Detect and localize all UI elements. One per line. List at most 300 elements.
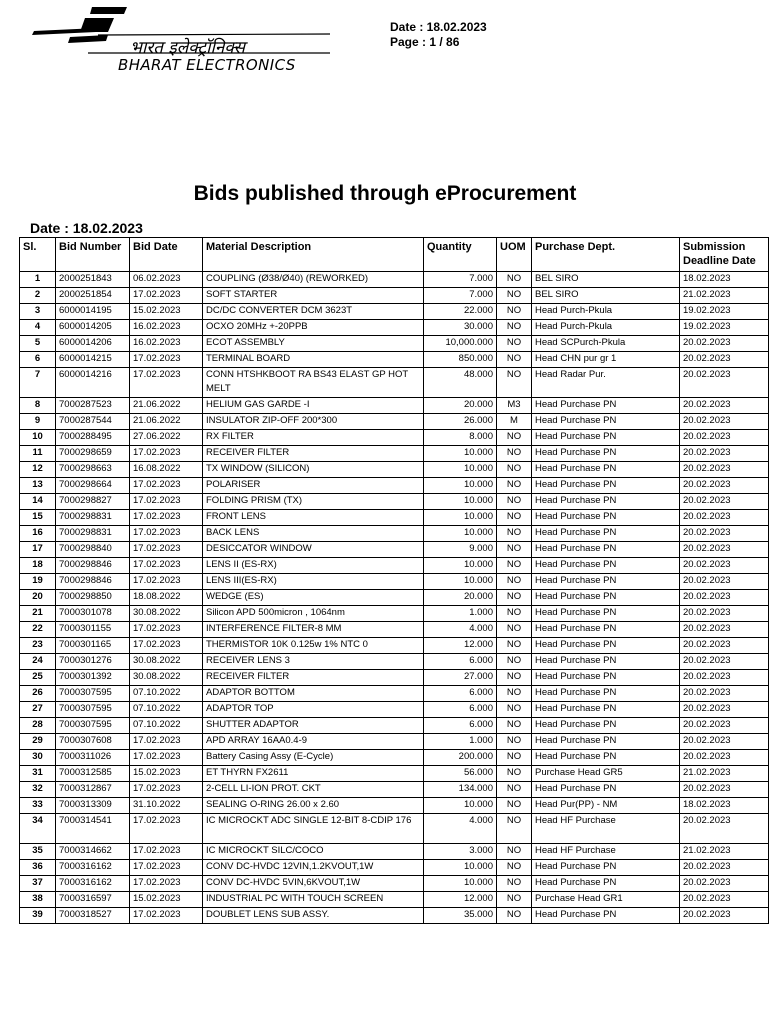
cell-material: IC MICROCKT SILC/COCO — [203, 844, 424, 860]
cell-dept: Head Purchase PN — [532, 638, 680, 654]
cell-bid-number: 6000014216 — [56, 368, 130, 398]
table-row — [20, 798, 769, 814]
cell-sl: 35 — [20, 844, 56, 860]
cell-sl: 10 — [20, 430, 56, 446]
table-row — [20, 336, 769, 352]
cell-material: 2-CELL LI-ION PROT. CKT — [203, 782, 424, 798]
cell-material: RX FILTER — [203, 430, 424, 446]
cell-dept: Head Purchase PN — [532, 510, 680, 526]
cell-deadline: 20.02.2023 — [680, 814, 769, 844]
logo-english-text: BHARAT ELECTRONICS — [118, 56, 296, 74]
cell-bid-date: 07.10.2022 — [130, 686, 203, 702]
cell-bid-date: 16.08.2022 — [130, 462, 203, 478]
cell-bid-date: 17.02.2023 — [130, 446, 203, 462]
cell-bid-date: 17.02.2023 — [130, 734, 203, 750]
cell-dept: Head Purchase PN — [532, 750, 680, 766]
cell-quantity: 6.000 — [424, 718, 497, 734]
cell-quantity: 10,000.000 — [424, 336, 497, 352]
cell-uom: NO — [497, 542, 532, 558]
cell-bid-number: 6000014195 — [56, 304, 130, 320]
table-row — [20, 414, 769, 430]
cell-dept: Head Purchase PN — [532, 478, 680, 494]
cell-bid-number: 2000251854 — [56, 288, 130, 304]
cell-quantity: 10.000 — [424, 510, 497, 526]
cell-quantity: 6.000 — [424, 654, 497, 670]
cell-sl: 17 — [20, 542, 56, 558]
cell-uom: NO — [497, 844, 532, 860]
cell-deadline: 20.02.2023 — [680, 414, 769, 430]
cell-quantity: 12.000 — [424, 892, 497, 908]
cell-bid-date: 30.08.2022 — [130, 654, 203, 670]
cell-quantity: 200.000 — [424, 750, 497, 766]
cell-deadline: 20.02.2023 — [680, 462, 769, 478]
cell-bid-date: 16.02.2023 — [130, 320, 203, 336]
col-header-dept: Purchase Dept. — [532, 238, 680, 272]
cell-bid-number: 7000307595 — [56, 718, 130, 734]
cell-deadline: 20.02.2023 — [680, 782, 769, 798]
cell-uom: NO — [497, 558, 532, 574]
cell-uom: NO — [497, 590, 532, 606]
cell-sl: 16 — [20, 526, 56, 542]
table-row — [20, 766, 769, 782]
cell-bid-number: 7000307595 — [56, 702, 130, 718]
cell-dept: Head Purch-Pkula — [532, 304, 680, 320]
table-row — [20, 622, 769, 638]
cell-material: POLARISER — [203, 478, 424, 494]
cell-uom: NO — [497, 462, 532, 478]
cell-deadline: 20.02.2023 — [680, 574, 769, 590]
cell-bid-number: 7000301276 — [56, 654, 130, 670]
cell-uom: NO — [497, 860, 532, 876]
cell-bid-date: 27.06.2022 — [130, 430, 203, 446]
cell-material: CONV DC-HVDC 5VIN,6KVOUT,1W — [203, 876, 424, 892]
cell-bid-number: 7000298850 — [56, 590, 130, 606]
table-header-row — [20, 238, 769, 272]
cell-material: CONV DC-HVDC 12VIN,1.2KVOUT,1W — [203, 860, 424, 876]
cell-bid-number: 7000287544 — [56, 414, 130, 430]
table-row — [20, 430, 769, 446]
cell-quantity: 1.000 — [424, 734, 497, 750]
cell-bid-number: 7000301155 — [56, 622, 130, 638]
table-row — [20, 368, 769, 398]
col-header-deadline: Submission Deadline Date — [680, 238, 769, 272]
cell-uom: NO — [497, 320, 532, 336]
cell-deadline: 20.02.2023 — [680, 908, 769, 924]
cell-deadline: 20.02.2023 — [680, 398, 769, 414]
cell-sl: 4 — [20, 320, 56, 336]
cell-material: TERMINAL BOARD — [203, 352, 424, 368]
cell-deadline: 20.02.2023 — [680, 590, 769, 606]
cell-bid-date: 16.02.2023 — [130, 336, 203, 352]
cell-material: TX WINDOW (SILICON) — [203, 462, 424, 478]
cell-quantity: 6.000 — [424, 686, 497, 702]
cell-bid-number: 7000318527 — [56, 908, 130, 924]
table-row — [20, 702, 769, 718]
cell-deadline: 20.02.2023 — [680, 670, 769, 686]
cell-deadline: 20.02.2023 — [680, 686, 769, 702]
cell-dept: Head Purchase PN — [532, 908, 680, 924]
cell-dept: Head Purchase PN — [532, 734, 680, 750]
cell-deadline: 20.02.2023 — [680, 494, 769, 510]
cell-dept: Head Purchase PN — [532, 462, 680, 478]
cell-bid-date: 17.02.2023 — [130, 558, 203, 574]
cell-bid-date: 17.02.2023 — [130, 526, 203, 542]
cell-bid-date: 17.02.2023 — [130, 478, 203, 494]
cell-deadline: 18.02.2023 — [680, 272, 769, 288]
cell-material: INTERFERENCE FILTER-8 MM — [203, 622, 424, 638]
cell-deadline: 20.02.2023 — [680, 860, 769, 876]
cell-dept: Head Purchase PN — [532, 430, 680, 446]
cell-material: SHUTTER ADAPTOR — [203, 718, 424, 734]
cell-bid-number: 7000312585 — [56, 766, 130, 782]
cell-material: COUPLING (Ø38/Ø40) (REWORKED) — [203, 272, 424, 288]
cell-sl: 11 — [20, 446, 56, 462]
table-row — [20, 304, 769, 320]
cell-dept: Head Purchase PN — [532, 574, 680, 590]
cell-quantity: 35.000 — [424, 908, 497, 924]
cell-uom: NO — [497, 272, 532, 288]
cell-dept: Head Purchase PN — [532, 590, 680, 606]
col-header-sl: Sl. — [20, 238, 56, 272]
cell-bid-date: 15.02.2023 — [130, 892, 203, 908]
cell-uom: NO — [497, 734, 532, 750]
cell-deadline: 20.02.2023 — [680, 734, 769, 750]
cell-sl: 7 — [20, 368, 56, 398]
cell-quantity: 20.000 — [424, 590, 497, 606]
col-header-uom: UOM — [497, 238, 532, 272]
document-meta — [390, 20, 487, 50]
cell-sl: 23 — [20, 638, 56, 654]
cell-deadline: 19.02.2023 — [680, 304, 769, 320]
table-row — [20, 288, 769, 304]
cell-uom: NO — [497, 622, 532, 638]
cell-bid-number: 7000307608 — [56, 734, 130, 750]
cell-quantity: 7.000 — [424, 272, 497, 288]
cell-sl: 6 — [20, 352, 56, 368]
cell-sl: 26 — [20, 686, 56, 702]
cell-bid-number: 7000298659 — [56, 446, 130, 462]
cell-uom: NO — [497, 526, 532, 542]
cell-quantity: 30.000 — [424, 320, 497, 336]
cell-material: WEDGE (ES) — [203, 590, 424, 606]
cell-deadline: 20.02.2023 — [680, 892, 769, 908]
cell-uom: NO — [497, 908, 532, 924]
cell-bid-number: 7000307595 — [56, 686, 130, 702]
cell-bid-date: 17.02.2023 — [130, 860, 203, 876]
cell-material: ET THYRN FX2611 — [203, 766, 424, 782]
cell-dept: Head Radar Pur. — [532, 368, 680, 398]
cell-material: IC MICROCKT ADC SINGLE 12-BIT 8-CDIP 176 — [203, 814, 424, 844]
cell-material: DC/DC CONVERTER DCM 3623T — [203, 304, 424, 320]
cell-material: ECOT ASSEMBLY — [203, 336, 424, 352]
cell-sl: 30 — [20, 750, 56, 766]
cell-sl: 25 — [20, 670, 56, 686]
print-date: Date : 18.02.2023 — [390, 20, 487, 34]
cell-quantity: 10.000 — [424, 446, 497, 462]
cell-bid-date: 21.06.2022 — [130, 414, 203, 430]
table-row — [20, 814, 769, 844]
table-row — [20, 542, 769, 558]
cell-bid-number: 7000311026 — [56, 750, 130, 766]
cell-dept: Head CHN pur gr 1 — [532, 352, 680, 368]
cell-bid-date: 17.02.2023 — [130, 814, 203, 844]
cell-uom: NO — [497, 510, 532, 526]
cell-uom: NO — [497, 368, 532, 398]
cell-uom: NO — [497, 814, 532, 844]
cell-sl: 13 — [20, 478, 56, 494]
cell-uom: NO — [497, 288, 532, 304]
cell-material: HELIUM GAS GARDE -I — [203, 398, 424, 414]
cell-quantity: 10.000 — [424, 462, 497, 478]
cell-material: RECEIVER FILTER — [203, 446, 424, 462]
cell-sl: 34 — [20, 814, 56, 844]
cell-sl: 20 — [20, 590, 56, 606]
cell-bid-date: 17.02.2023 — [130, 622, 203, 638]
cell-bid-date: 17.02.2023 — [130, 542, 203, 558]
cell-bid-number: 7000298663 — [56, 462, 130, 478]
bids-table — [19, 237, 769, 924]
cell-bid-number: 7000301165 — [56, 638, 130, 654]
report-date: Date : 18.02.2023 — [30, 220, 143, 236]
cell-bid-date: 06.02.2023 — [130, 272, 203, 288]
cell-quantity: 10.000 — [424, 478, 497, 494]
cell-dept: Head Purchase PN — [532, 702, 680, 718]
table-row — [20, 670, 769, 686]
cell-material: SEALING O-RING 26.00 x 2.60 — [203, 798, 424, 814]
cell-material: THERMISTOR 10K 0.125w 1% NTC 0 — [203, 638, 424, 654]
cell-dept: Purchase Head GR5 — [532, 766, 680, 782]
cell-uom: NO — [497, 718, 532, 734]
cell-quantity: 27.000 — [424, 670, 497, 686]
col-header-bid-date: Bid Date — [130, 238, 203, 272]
cell-bid-number: 7000298831 — [56, 526, 130, 542]
cell-sl: 29 — [20, 734, 56, 750]
cell-dept: BEL SIRO — [532, 272, 680, 288]
table-row — [20, 462, 769, 478]
table-row — [20, 734, 769, 750]
cell-bid-number: 7000314541 — [56, 814, 130, 844]
cell-bid-date: 21.06.2022 — [130, 398, 203, 414]
table-row — [20, 750, 769, 766]
cell-quantity: 26.000 — [424, 414, 497, 430]
cell-bid-number: 7000298846 — [56, 574, 130, 590]
cell-sl: 39 — [20, 908, 56, 924]
table-row — [20, 782, 769, 798]
cell-sl: 28 — [20, 718, 56, 734]
cell-material: ADAPTOR BOTTOM — [203, 686, 424, 702]
table-row — [20, 320, 769, 336]
cell-sl: 38 — [20, 892, 56, 908]
cell-uom: M3 — [497, 398, 532, 414]
table-row — [20, 494, 769, 510]
cell-uom: NO — [497, 336, 532, 352]
cell-quantity: 4.000 — [424, 814, 497, 844]
cell-material: DESICCATOR WINDOW — [203, 542, 424, 558]
cell-uom: NO — [497, 574, 532, 590]
cell-quantity: 134.000 — [424, 782, 497, 798]
cell-material: SOFT STARTER — [203, 288, 424, 304]
col-header-material: Material Description — [203, 238, 424, 272]
cell-dept: Head Pur(PP) - NM — [532, 798, 680, 814]
cell-dept: Head Purchase PN — [532, 542, 680, 558]
cell-material: OCXO 20MHz +-20PPB — [203, 320, 424, 336]
cell-bid-date: 17.02.2023 — [130, 782, 203, 798]
cell-bid-date: 17.02.2023 — [130, 352, 203, 368]
cell-dept: Head Purchase PN — [532, 718, 680, 734]
cell-sl: 19 — [20, 574, 56, 590]
cell-uom: NO — [497, 654, 532, 670]
cell-quantity: 9.000 — [424, 542, 497, 558]
cell-sl: 21 — [20, 606, 56, 622]
col-header-bid-number: Bid Number — [56, 238, 130, 272]
table-row — [20, 272, 769, 288]
cell-bid-number: 7000298840 — [56, 542, 130, 558]
cell-sl: 24 — [20, 654, 56, 670]
cell-material: BACK LENS — [203, 526, 424, 542]
cell-uom: NO — [497, 686, 532, 702]
table-row — [20, 876, 769, 892]
cell-bid-date: 31.10.2022 — [130, 798, 203, 814]
cell-bid-date: 17.02.2023 — [130, 510, 203, 526]
cell-sl: 31 — [20, 766, 56, 782]
cell-uom: NO — [497, 670, 532, 686]
cell-material: FRONT LENS — [203, 510, 424, 526]
cell-deadline: 20.02.2023 — [680, 876, 769, 892]
table-row — [20, 574, 769, 590]
cell-bid-number: 7000298827 — [56, 494, 130, 510]
cell-dept: Head Purchase PN — [532, 526, 680, 542]
company-logo — [30, 5, 340, 74]
cell-uom: NO — [497, 876, 532, 892]
cell-dept: Head Purchase PN — [532, 654, 680, 670]
cell-bid-number: 7000298831 — [56, 510, 130, 526]
cell-bid-number: 7000287523 — [56, 398, 130, 414]
cell-dept: Head HF Purchase — [532, 814, 680, 844]
cell-dept: Head Purchase PN — [532, 398, 680, 414]
cell-deadline: 20.02.2023 — [680, 654, 769, 670]
cell-quantity: 10.000 — [424, 574, 497, 590]
table-row — [20, 860, 769, 876]
cell-quantity: 12.000 — [424, 638, 497, 654]
cell-uom: NO — [497, 702, 532, 718]
cell-deadline: 20.02.2023 — [680, 718, 769, 734]
cell-uom: NO — [497, 304, 532, 320]
cell-material: APD ARRAY 16AA0.4-9 — [203, 734, 424, 750]
cell-sl: 15 — [20, 510, 56, 526]
cell-deadline: 20.02.2023 — [680, 446, 769, 462]
cell-material: INSULATOR ZIP-OFF 200*300 — [203, 414, 424, 430]
cell-deadline: 20.02.2023 — [680, 526, 769, 542]
cell-uom: NO — [497, 352, 532, 368]
cell-bid-number: 7000314662 — [56, 844, 130, 860]
cell-dept: Head Purchase PN — [532, 414, 680, 430]
cell-bid-date: 17.02.2023 — [130, 574, 203, 590]
cell-dept: Purchase Head GR1 — [532, 892, 680, 908]
cell-quantity: 10.000 — [424, 558, 497, 574]
cell-material: RECEIVER LENS 3 — [203, 654, 424, 670]
cell-dept: Head Purchase PN — [532, 686, 680, 702]
cell-uom: NO — [497, 892, 532, 908]
cell-sl: 36 — [20, 860, 56, 876]
cell-bid-date: 15.02.2023 — [130, 304, 203, 320]
cell-bid-number: 7000312867 — [56, 782, 130, 798]
cell-quantity: 4.000 — [424, 622, 497, 638]
cell-bid-number: 7000316162 — [56, 860, 130, 876]
cell-bid-number: 7000301392 — [56, 670, 130, 686]
cell-bid-date: 30.08.2022 — [130, 606, 203, 622]
cell-bid-number: 7000298664 — [56, 478, 130, 494]
table-row — [20, 606, 769, 622]
table-row — [20, 558, 769, 574]
cell-quantity: 3.000 — [424, 844, 497, 860]
col-header-quantity: Quantity — [424, 238, 497, 272]
cell-bid-number: 6000014206 — [56, 336, 130, 352]
cell-bid-date: 17.02.2023 — [130, 844, 203, 860]
cell-deadline: 20.02.2023 — [680, 510, 769, 526]
cell-quantity: 10.000 — [424, 876, 497, 892]
cell-dept: Head Purchase PN — [532, 622, 680, 638]
cell-uom: NO — [497, 798, 532, 814]
table-row — [20, 908, 769, 924]
cell-quantity: 10.000 — [424, 798, 497, 814]
cell-material: DOUBLET LENS SUB ASSY. — [203, 908, 424, 924]
cell-material: CONN HTSHKBOOT RA BS43 ELAST GP HOT MELT — [203, 368, 424, 398]
cell-bid-date: 07.10.2022 — [130, 718, 203, 734]
cell-bid-number: 6000014205 — [56, 320, 130, 336]
cell-sl: 1 — [20, 272, 56, 288]
cell-dept: Head HF Purchase — [532, 844, 680, 860]
cell-sl: 22 — [20, 622, 56, 638]
cell-sl: 2 — [20, 288, 56, 304]
cell-deadline: 20.02.2023 — [680, 702, 769, 718]
cell-deadline: 20.02.2023 — [680, 430, 769, 446]
cell-bid-number: 6000014215 — [56, 352, 130, 368]
cell-quantity: 22.000 — [424, 304, 497, 320]
cell-uom: NO — [497, 430, 532, 446]
cell-material: Battery Casing Assy (E-Cycle) — [203, 750, 424, 766]
cell-bid-date: 17.02.2023 — [130, 638, 203, 654]
cell-quantity: 56.000 — [424, 766, 497, 782]
cell-dept: Head Purchase PN — [532, 876, 680, 892]
cell-bid-date: 30.08.2022 — [130, 670, 203, 686]
cell-dept: Head Purchase PN — [532, 670, 680, 686]
cell-material: FOLDING PRISM (TX) — [203, 494, 424, 510]
cell-quantity: 48.000 — [424, 368, 497, 398]
cell-deadline: 20.02.2023 — [680, 542, 769, 558]
cell-material: RECEIVER FILTER — [203, 670, 424, 686]
cell-uom: NO — [497, 750, 532, 766]
cell-dept: Head SCPurch-Pkula — [532, 336, 680, 352]
table-row — [20, 892, 769, 908]
cell-deadline: 20.02.2023 — [680, 352, 769, 368]
cell-deadline: 21.02.2023 — [680, 288, 769, 304]
cell-uom: NO — [497, 638, 532, 654]
cell-sl: 8 — [20, 398, 56, 414]
table-row — [20, 718, 769, 734]
cell-material: ADAPTOR TOP — [203, 702, 424, 718]
cell-deadline: 20.02.2023 — [680, 478, 769, 494]
cell-sl: 5 — [20, 336, 56, 352]
table-row — [20, 398, 769, 414]
cell-material: INDUSTRIAL PC WITH TOUCH SCREEN — [203, 892, 424, 908]
cell-bid-date: 07.10.2022 — [130, 702, 203, 718]
cell-sl: 27 — [20, 702, 56, 718]
table-row — [20, 510, 769, 526]
logo-hindi-text: भारत इलेक्ट्रॉनिक्स — [130, 38, 246, 58]
cell-bid-number: 2000251843 — [56, 272, 130, 288]
cell-material: Silicon APD 500micron , 1064nm — [203, 606, 424, 622]
cell-sl: 33 — [20, 798, 56, 814]
